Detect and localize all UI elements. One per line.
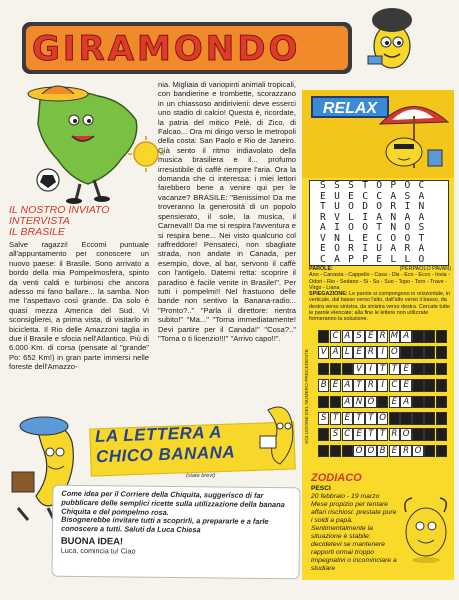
crossword-cell: O <box>389 346 400 359</box>
grid-row <box>310 223 448 234</box>
letter-title-line-2: CHICO BANANA <box>95 442 236 467</box>
crossword-black-cell <box>436 379 447 392</box>
crossword-black-cell <box>412 428 423 441</box>
puzzle-instructions <box>309 266 451 323</box>
crossword-black-cell <box>377 396 388 409</box>
letter-note: (siate brevi) <box>186 473 216 479</box>
grid-row-text: SSSTOPOC <box>320 180 433 191</box>
grid-row-text: EORIUARA <box>320 243 433 254</box>
words-list: Ano - Canasta - Cappello - Casa - Dis - Eco - Ecco - Invia - Odori - Rio - Sedano - Si - Su - Suo - Topo - Toro - Trave - Virgo - Liana <box>309 272 450 291</box>
crossword-cell: I <box>377 346 388 359</box>
crossword-black-cell <box>436 363 447 376</box>
crossword-black-cell <box>330 445 341 458</box>
crossword-black-cell <box>318 445 329 458</box>
crossword-cell: A <box>342 396 353 409</box>
crossword-row <box>318 379 448 392</box>
zodiac-sign: PESCI <box>311 485 331 492</box>
crossword-black-cell <box>424 445 435 458</box>
crossword-black-cell <box>412 396 423 409</box>
crossword-cell: A <box>342 330 353 343</box>
grid-row <box>310 255 448 266</box>
article-heading <box>9 205 144 238</box>
crossword-black-cell <box>318 428 329 441</box>
crossword-cell: O <box>400 428 411 441</box>
grid-row <box>310 181 448 192</box>
crossword-black-cell <box>389 412 400 425</box>
crossword-cell: V <box>318 346 329 359</box>
crossword-cell: A <box>400 396 411 409</box>
crossword-black-cell <box>400 346 411 359</box>
grid-row-text: RVLIANAA <box>320 211 433 223</box>
article-heading-line-1: IL NOSTRO INVIATO <box>9 204 110 216</box>
crossword-cell: T <box>365 428 376 441</box>
crossword-cell: L <box>342 346 353 359</box>
crossword-row <box>318 396 448 409</box>
crossword-cell: R <box>400 445 411 458</box>
crossword-solution <box>318 330 451 462</box>
crossword-black-cell <box>424 346 435 359</box>
crossword-black-cell <box>424 379 435 392</box>
crossword-cell: A <box>330 346 341 359</box>
crossword-black-cell <box>436 330 447 343</box>
crossword-cell: I <box>377 379 388 392</box>
crossword-black-cell <box>424 396 435 409</box>
crossword-row <box>318 428 448 441</box>
crossword-cell: C <box>342 428 353 441</box>
crossword-cell: T <box>377 428 388 441</box>
relax-title: RELAX <box>311 96 389 118</box>
crossword-cell: T <box>365 412 376 425</box>
crossword-black-cell <box>412 346 423 359</box>
crossword-cell: R <box>365 379 376 392</box>
zodiac-title: ZODIACO <box>311 472 362 484</box>
words-label: PAROLE: <box>309 266 333 272</box>
article-heading-line-2: INTERVISTA <box>9 215 70 227</box>
crossword-row <box>318 346 448 359</box>
crossword-cell: E <box>389 396 400 409</box>
crossword-cell: E <box>353 346 364 359</box>
crossword-cell: N <box>353 396 364 409</box>
letter-paragraph-1: Come idea per il Corriere della Chiquita, suggerisco di far pubblicare delle semplici ricette sulla utilizzazione della banana Chiquita e del pompelmo rosa. <box>61 488 285 517</box>
crossword-black-cell <box>400 412 411 425</box>
crossword-black-cell <box>342 363 353 376</box>
crossword-cell: S <box>353 330 364 343</box>
crossword-cell: O <box>365 445 376 458</box>
crossword-black-cell <box>436 445 447 458</box>
grid-row-text: TUODORIN <box>320 201 433 212</box>
page-title: GIRAMONDO <box>32 29 301 69</box>
zodiac-horoscope <box>311 493 399 573</box>
grid-row-text: AIOOTNOS <box>320 222 433 233</box>
grid-row-text: CAPPELLO <box>320 253 433 265</box>
explain-text: Le parole si compongono in orizzontale, in verticale, dal basso verso l'alto, dall'alto verso il basso, da destra verso sinistra, da sinistra verso destra. Cercate tutte le parole elencate; alla fine le lettere non utilizzate formeranno la soluzione. <box>309 291 451 323</box>
crossword-cell: A <box>342 379 353 392</box>
letter-content <box>52 485 301 580</box>
article-heading-line-3: IL BRASILE <box>9 226 65 238</box>
crossword-cell: C <box>330 330 341 343</box>
zodiac-dates: 20 febbraio - 19 marzo <box>311 493 380 500</box>
crossword-black-cell <box>424 412 435 425</box>
crossword-cell: T <box>377 363 388 376</box>
crossword-cell: V <box>353 363 364 376</box>
zodiac-text: Mese propizio per tentare affari rischiosi: prestate pure i soldi a papà. Sentimentalmente la situazione è stabile: decidetevi se mantenere rapporti ormai troppo impegnativi o incominciare a studiare <box>311 501 397 572</box>
crossword-cell: A <box>400 330 411 343</box>
crossword-row <box>318 330 448 343</box>
grid-row-text: EUECCASA <box>320 190 433 202</box>
crossword-black-cell <box>412 379 423 392</box>
crossword-row <box>318 412 448 425</box>
crossword-black-cell <box>318 396 329 409</box>
crossword-cell: R <box>365 346 376 359</box>
crossword-cell: T <box>389 363 400 376</box>
banana-reading-mascot-icon <box>258 400 302 472</box>
letter-title-line-1: LA LETTERA A <box>94 422 223 446</box>
crossword-cell: E <box>353 428 364 441</box>
fish-mascot-icon <box>398 492 452 564</box>
crossword-cell: O <box>353 445 364 458</box>
crossword-black-cell <box>436 346 447 359</box>
crossword-cell: T <box>353 379 364 392</box>
crossword-black-cell <box>330 396 341 409</box>
letter-reply-text: Luca, comincia tu! Ciao <box>60 545 136 556</box>
crossword-row <box>318 363 448 376</box>
crossword-cell: R <box>377 330 388 343</box>
article-column-1: Salve ragazzi! Eccomi puntuale all'appuntamento per conoscere un nuovo paese: il Brasile. Sono arrivato a bordo della mia Pompelmosfera, spinto da venti caldi e turbinosi che ancora adesso mi fano ballare... la samba. Non me l'aspettavo così grande. Da solo è quasi mezza America del Sud. Vi sconsiglierei, a prima vista, di visitarlo in bicicletta. Il Rio delle Amazzoni taglia in due il Brasile e sfocia nell'Atlantico. Più di 6.000 Km. di corsa (pensate al "grande" Po: 652 Km!) in gran parte immersi nelle foreste dell'Amazzo- <box>9 240 149 372</box>
crossword-black-cell <box>318 363 329 376</box>
crossword-cell: B <box>377 445 388 458</box>
crossword-cell: S <box>330 428 341 441</box>
letter-paragraph-2: Bisognerebbe invitare tutti a scoprirli, a prepararle e a farle conoscere a tutti. Saluti da Luca Chiesa <box>60 515 269 535</box>
crossword-cell: O <box>365 396 376 409</box>
grid-row <box>310 202 448 213</box>
crossword-cell: O <box>377 412 388 425</box>
crossword-cell: S <box>318 412 329 425</box>
crossword-cell: T <box>330 412 341 425</box>
crossword-cell: M <box>390 331 399 341</box>
grid-row <box>310 244 448 255</box>
article-column-2: nia. Migliaia di variopinti animali tropicali, con bandierine e trombette, scorazzano in un chiassoso andirivieni: deve esserci uno stadio di calcio! Questa è, ricordate, la patria del mitico Pelè, di Zico, di Falcao... Ora mi dirigo verso le metropoli della costa: San Paolo e Rio de Janeiro. Già sento il ritmo indiavolato della musica brasiliera e il... profumo irresistibile di caffè riempire l'aria. Ora la domanda che ci interessa: i miei lettori farebbero bene a venire qui per le vacanze? BRASILE: "Benissimo! Da me troveranno la generosità di un popolo spensierato, il sole, la musica, il Carneval!! Da me si respira l'avventura e si respira bene... Nei visto qualcuno col raffreddore! Pensateci, non sbagliate strada, non andate in Canada, per esempio, dove, al bar, servono il caffè con l'antigelo. Datemi retta: scoprire il paradiso è facile venite in Brasile!". Per tutti i pompelmi!! Nel frastuono delle bande non sentivo la Banana-radio... "Pronto?.." "Parla il direttore: rientra subito!" "Ma..." "Torna immediatamente! Devi partire per il Canada!" "Cosa?.." "Torna o ti licenzio!!!" "Arrivo capo!!". <box>158 80 296 343</box>
crossword-black-cell <box>424 363 435 376</box>
crossword-black-cell <box>424 330 435 343</box>
crossword-black-cell <box>412 363 423 376</box>
crossword-cell: E <box>342 412 353 425</box>
beach-umbrella-mascot-icon <box>372 96 452 176</box>
words-note: (PERPAOLO PAVAN) <box>399 266 451 272</box>
crossword-cell: I <box>365 363 376 376</box>
explain-label: SPIEGAZIONE: <box>309 291 348 298</box>
crossword-black-cell <box>424 428 435 441</box>
crossword-black-cell <box>330 363 341 376</box>
brazil-map-mascot-icon <box>18 80 168 205</box>
crossword-black-cell <box>436 396 447 409</box>
crossword-cell: T <box>353 412 364 425</box>
crossword-black-cell <box>412 412 423 425</box>
crossword-cell: E <box>330 379 341 392</box>
crossword-row <box>318 445 448 458</box>
crossword-cell: E <box>400 379 411 392</box>
crossword-cell: E <box>389 445 400 458</box>
crossword-black-cell <box>436 428 447 441</box>
crossword-black-cell <box>436 412 447 425</box>
word-search-grid <box>309 180 449 266</box>
crossword-cell: O <box>412 445 423 458</box>
grid-row-text: VNLECOOT <box>320 232 433 244</box>
crossword-cell: E <box>365 330 376 343</box>
crossword-cell: R <box>389 428 400 441</box>
crossword-black-cell <box>318 330 329 343</box>
crossword-black-cell <box>342 445 353 458</box>
crossword-cell: C <box>389 379 400 392</box>
crossword-black-cell <box>412 330 423 343</box>
letter-reply-headline: BUONA IDEA! <box>60 534 124 547</box>
chico-banana-mascot-icon <box>362 6 422 70</box>
crossword-cell: E <box>400 363 411 376</box>
crossword-cell: B <box>318 379 329 392</box>
previous-solution-label: SOLUZIONE DEL NUMERO PRECEDENTE <box>305 349 310 445</box>
